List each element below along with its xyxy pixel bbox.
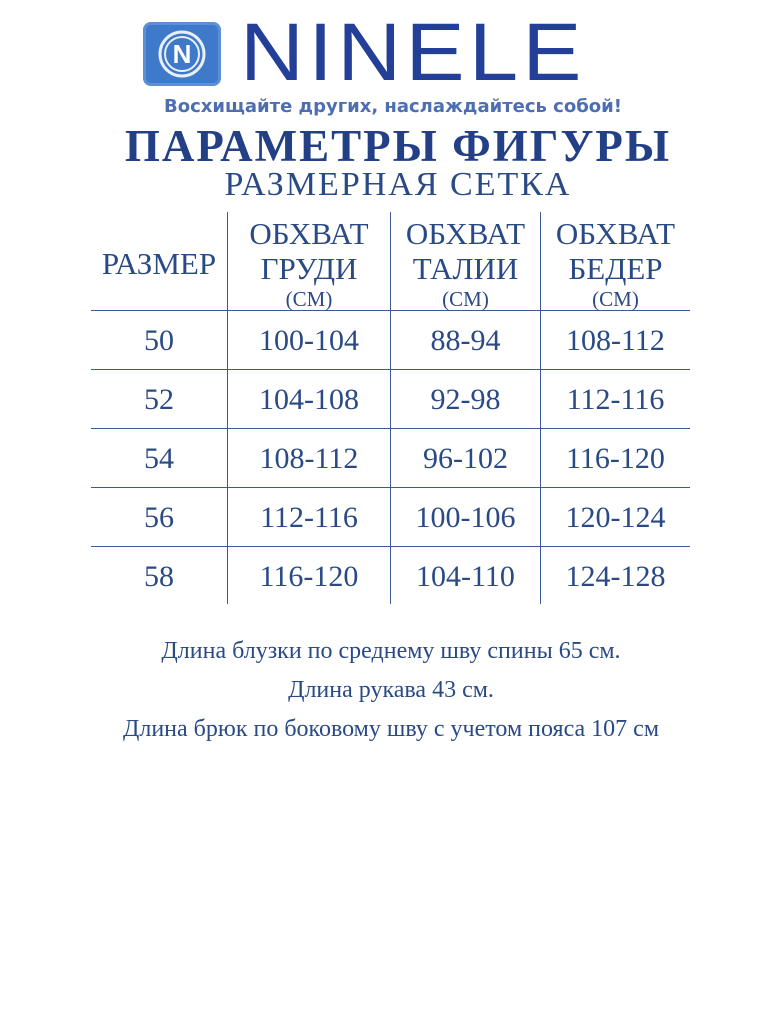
header-waist — [391, 212, 540, 310]
header-hips — [541, 212, 690, 310]
table-cell-hips: 112-116 — [566, 383, 665, 416]
page-subtitle: РАЗМЕРНАЯ СЕТКА — [224, 166, 572, 203]
header-label: РАЗМЕР — [101, 246, 217, 281]
table-cell-waist: 100-106 — [415, 501, 516, 534]
table-cell-bust: 108-112 — [259, 442, 359, 475]
table-cell-hips: 120-124 — [565, 501, 666, 534]
table-cell-hips: 108-112 — [566, 324, 665, 357]
page-title: ПАРАМЕТРЫ ФИГУРЫ — [124, 121, 672, 171]
table-cell-size: 50 — [144, 324, 174, 357]
brand-name: NINELE — [240, 7, 586, 98]
header-unit: (СМ) — [592, 287, 639, 311]
size-chart-table — [91, 212, 690, 604]
table-cell-size: 56 — [144, 501, 174, 534]
table-cell-hips: 124-128 — [565, 560, 666, 593]
table-cell-waist: 88-94 — [430, 324, 501, 357]
header-unit: (СМ) — [285, 287, 333, 311]
table-cell-bust: 112-116 — [260, 501, 358, 534]
header-label: ОБХВАТ — [405, 216, 526, 251]
table-cell-bust: 100-104 — [259, 324, 359, 357]
note-sleeve-length: Длина рукава 43 см. — [288, 677, 494, 703]
header-bust — [228, 212, 390, 310]
header-label: ТАЛИИ — [412, 251, 519, 286]
table-cell-waist: 104-110 — [416, 560, 515, 593]
table-cell-size: 54 — [144, 442, 174, 475]
note-blouse-length: Длина блузки по среднему шву спины 65 см. — [161, 638, 621, 664]
note-trousers-length: Длина брюк по боковому шву с учетом пояса 107 см — [122, 716, 659, 742]
logo-badge-letter: N — [172, 39, 192, 69]
table-cell-waist: 92-98 — [430, 383, 501, 416]
table-cell-size: 52 — [144, 383, 174, 416]
brand-logo — [0, 7, 768, 124]
table-cell-waist: 96-102 — [423, 442, 508, 475]
header-label: ОБХВАТ — [249, 216, 369, 251]
measurement-notes — [0, 632, 768, 749]
header-label: ОБХВАТ — [555, 216, 676, 251]
table-cell-bust: 116-120 — [259, 560, 359, 593]
brand-tagline: Восхищайте других, наслаждайтесь собой! — [164, 96, 622, 117]
table-cell-size: 58 — [144, 560, 174, 593]
table-cell-bust: 104-108 — [259, 383, 359, 416]
header-size — [91, 212, 227, 310]
logo-badge-icon — [143, 22, 221, 86]
header-unit: (СМ) — [442, 287, 489, 311]
header-label: БЕДЕР — [568, 251, 663, 286]
header-label: ГРУДИ — [260, 251, 358, 286]
table-cell-hips: 116-120 — [566, 442, 665, 475]
